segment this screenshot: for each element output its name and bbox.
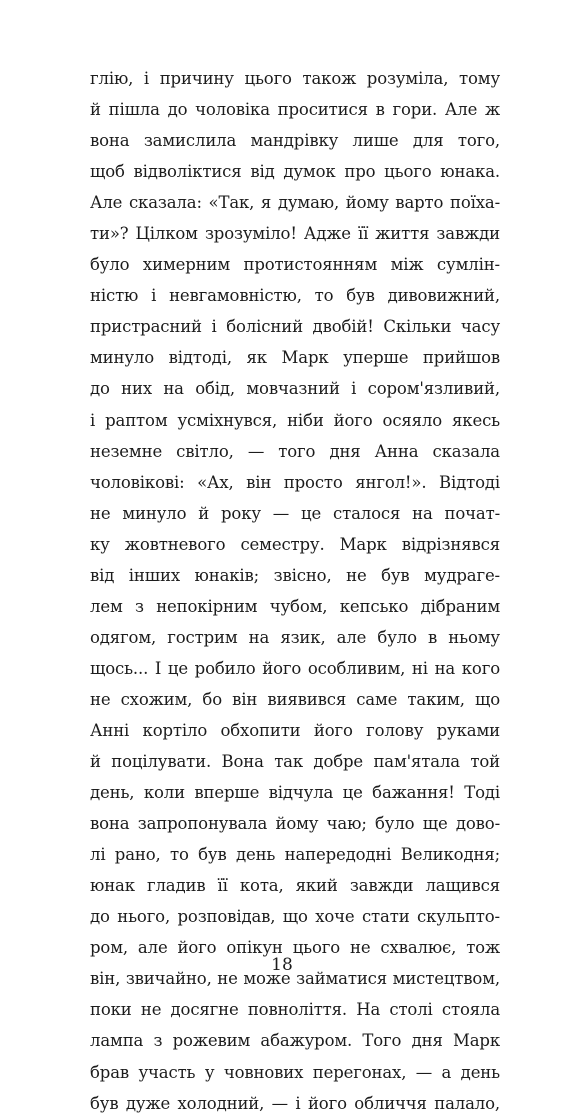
text-line: не минуло й року — це сталося на почат- [90, 503, 500, 523]
text-line: й пішла до чоловіка проситися в гори. Але ж [90, 100, 500, 120]
text-line: лампа з рожевим абажуром. Того дня Марк [90, 1031, 500, 1051]
text-line: не схожим, бо він виявився саме таким, що [90, 689, 500, 709]
text-line: минуло відтоді, як Марк уперше прийшов [90, 348, 500, 368]
text-line: ку жовтневого семестру. Марк відрізнявся [90, 534, 500, 554]
text-line: лі рано, то був день напередодні Великодня; [90, 845, 500, 865]
text-line: лем з непокірним чубом, кепсько дібраним [90, 596, 500, 616]
text-line: був дуже холодний, — і його обличчя палало, [90, 1093, 500, 1113]
text-line: неземне світло, — того дня Анна сказала [90, 441, 500, 461]
text-line: брав участь у човнових перегонах, — а день [90, 1062, 500, 1082]
text-line: і раптом усміхнувся, ніби його осяяло якесь [90, 410, 500, 430]
text-line: щось... І це робило його особливим, ні на кого [90, 658, 500, 678]
text-line: поки не досягне повноліття. На столі стояла [90, 1000, 500, 1020]
text-line: глію, і причину цього також розуміла, тому [90, 69, 500, 88]
text-line: до них на обід, мовчазний і сором'язливий, [90, 379, 500, 399]
text-line: ром, але його опікун цього не схвалює, тож [90, 938, 500, 958]
text-line: пристрасний і болісний двобій! Скільки часу [90, 317, 500, 337]
text-line: день, коли вперше відчула це бажання! Тоді [90, 783, 500, 803]
text-line: було химерним протистоянням між сумлін- [90, 255, 500, 275]
text-line: юнак гладив її кота, який завжди лащився [90, 876, 500, 896]
text-line: він, звичайно, не може займатися мистецтвом, [90, 969, 500, 989]
text-line: ти»? Цілком зрозуміло! Адже її життя завжди [90, 224, 500, 244]
text-line: ністю і невгамовністю, то був дивовижний, [90, 286, 500, 306]
text-line: щоб відволіктися від думок про цього юнака. [90, 162, 500, 182]
text-line: до нього, розповідав, що хоче стати скульпто- [90, 907, 500, 927]
text-line: Анні кортіло обхопити його голову руками [90, 720, 500, 740]
text-line: одягом, гострим на язик, але було в ньому [90, 627, 500, 647]
text-line: вона замислила мандрівку лише для того, [90, 131, 500, 151]
page-number: 18 [271, 955, 293, 975]
text-line: від інших юнаків; звісно, не був мудраге- [90, 565, 500, 585]
text-line: вона запропонувала йому чаю; було ще дово- [90, 814, 500, 834]
text-line: й поцілувати. Вона так добре пам'ятала той [90, 752, 500, 772]
text-line: Але сказала: «Так, я думаю, йому варто поїха- [90, 193, 500, 213]
text-line: чоловікові: «Ах, він просто янгол!». Відтоді [90, 472, 500, 492]
